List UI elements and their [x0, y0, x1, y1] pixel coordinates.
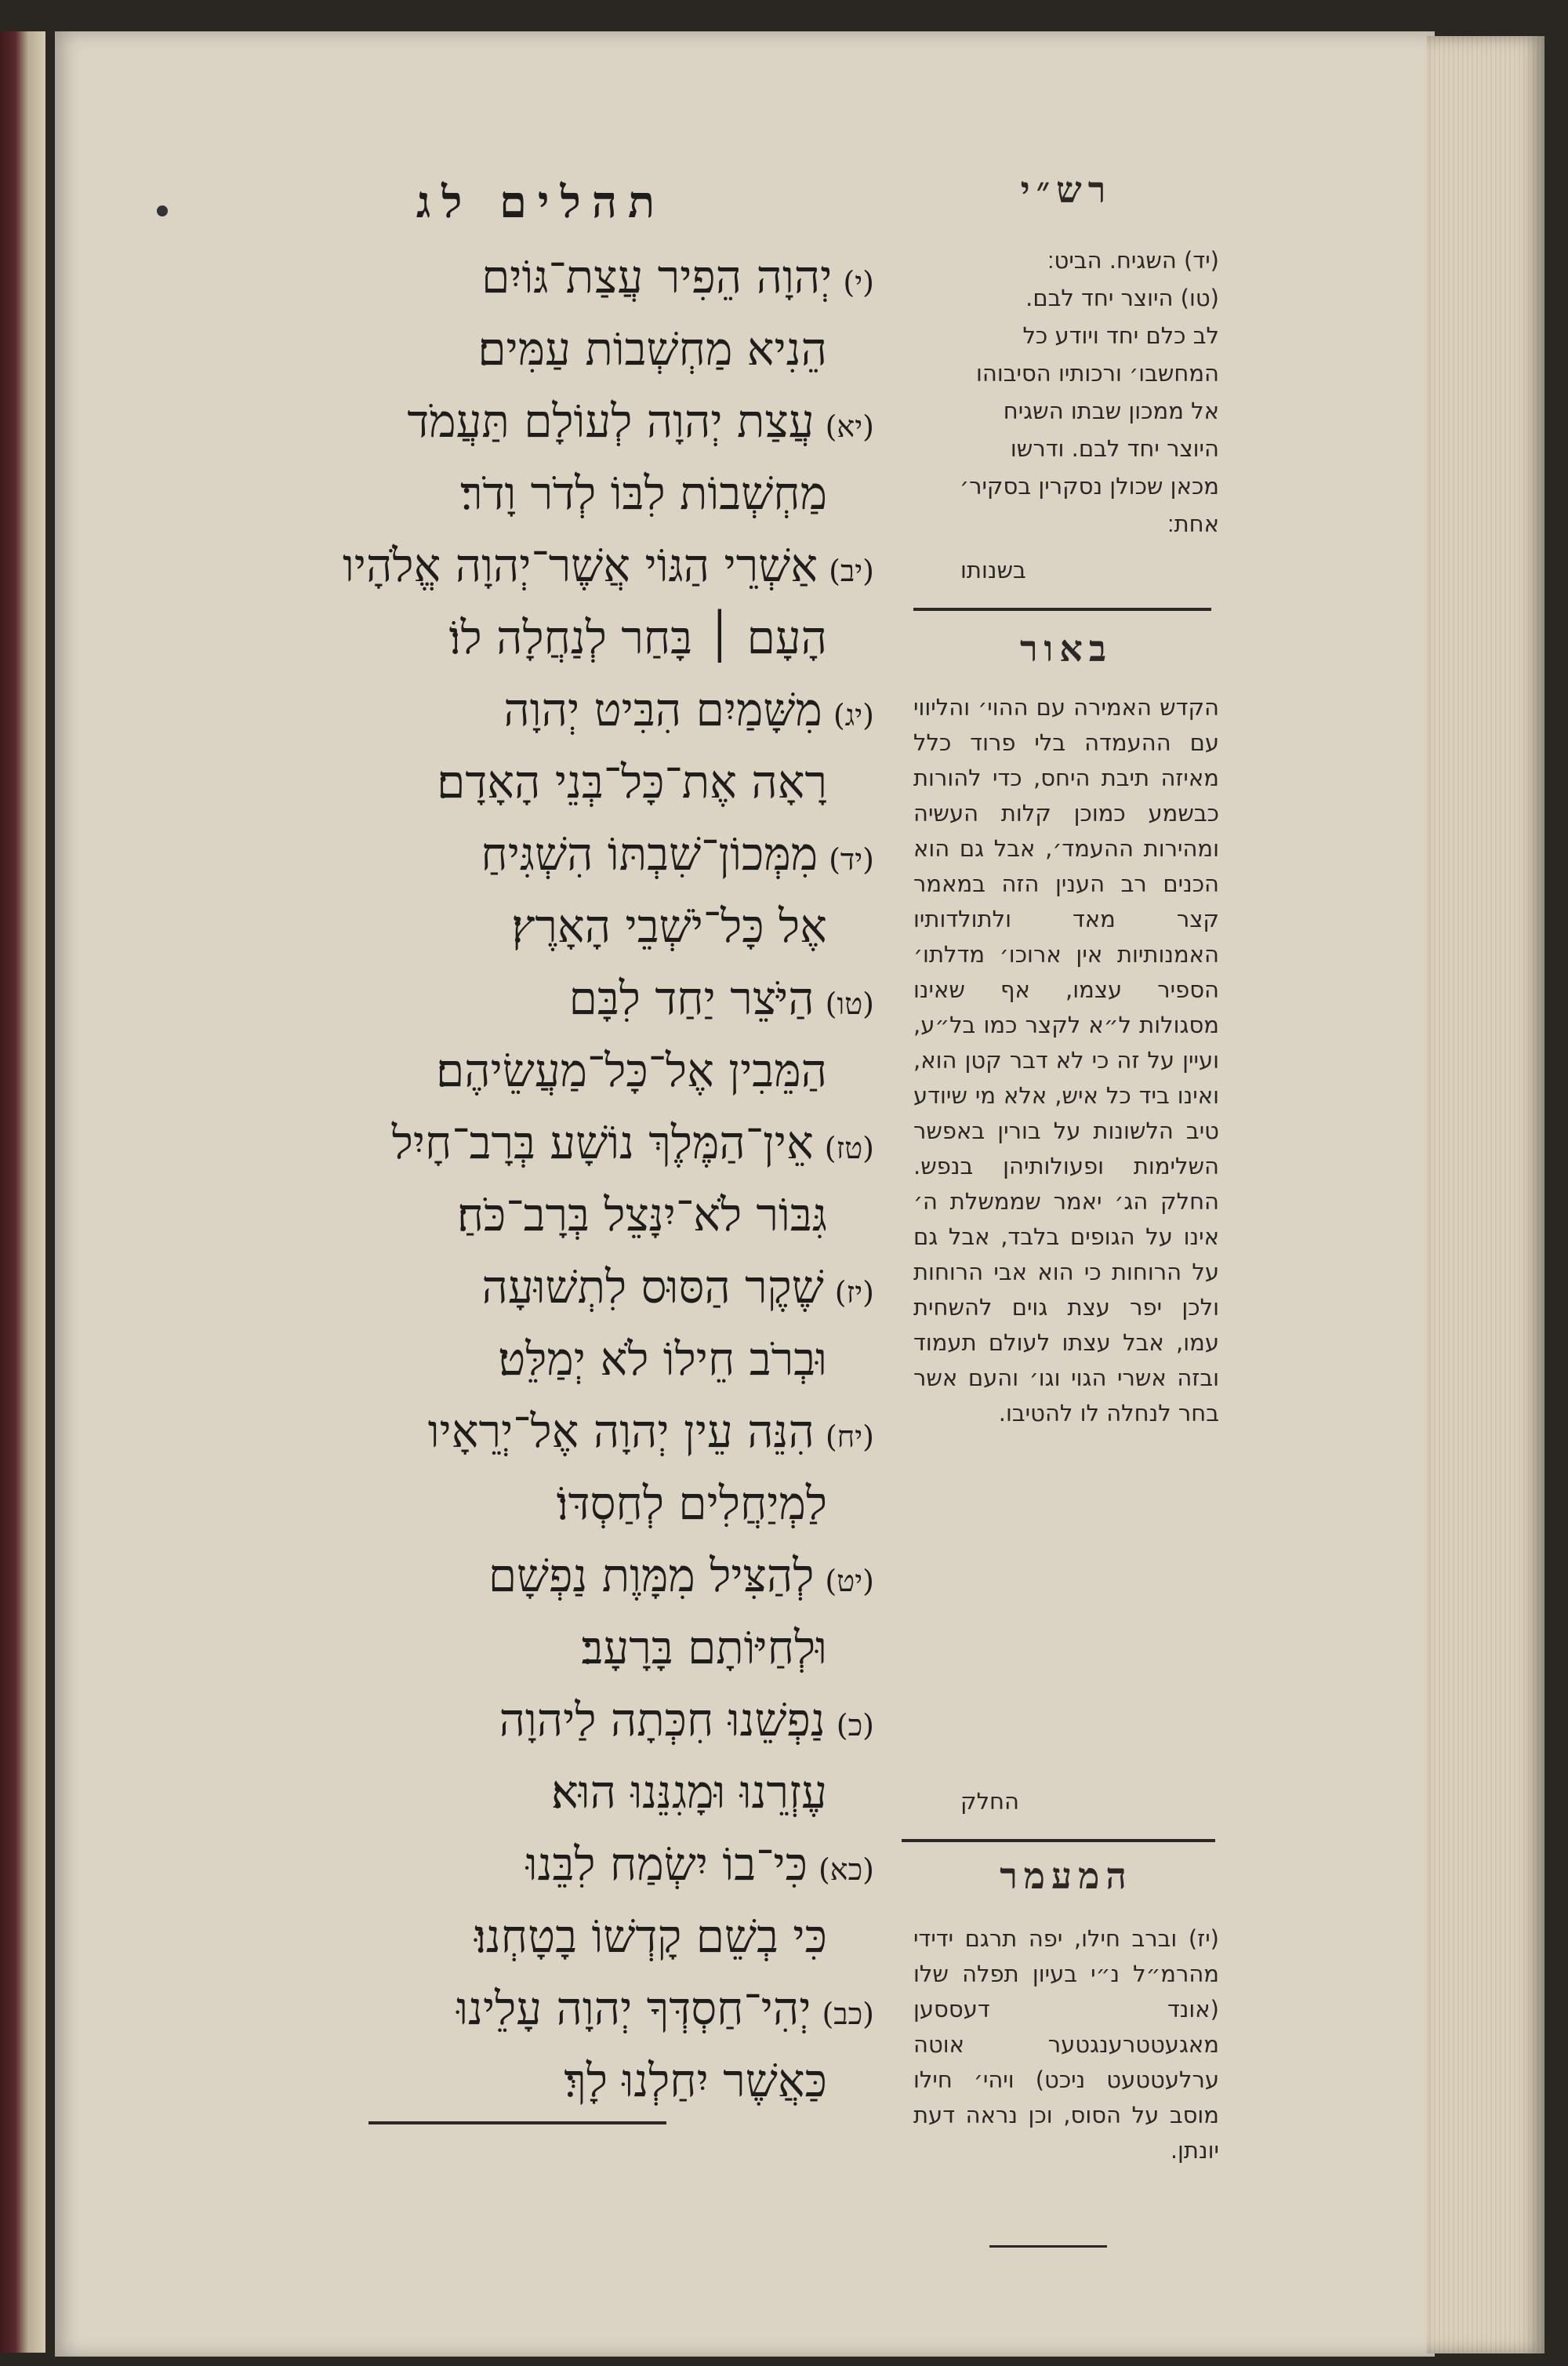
verse-line	[161, 672, 874, 747]
page-mark	[157, 205, 168, 216]
divider	[902, 1839, 1215, 1842]
rashi-line: (יד) השגיח. הביט׃	[1047, 247, 1219, 274]
verse-text: הַיֹּצֵר יַחַד לִבָּם	[568, 972, 815, 1025]
verse-number: (טז)	[824, 1131, 874, 1165]
verse-line	[161, 1466, 874, 1541]
verse-text: וּבְרֹב חֵילוֹ לֹא יְמַלֵּט׃	[498, 1332, 827, 1386]
verse-column	[161, 239, 874, 2113]
verse-line	[161, 1682, 874, 1757]
verse-text: אַשְׁרֵי הַגּוֹי אֲשֶׁר־יְהוָה אֱלֹהָיו	[342, 539, 818, 592]
rashi-line: המחשבו׳ ורכותיו הסיבוהו	[975, 360, 1219, 387]
end-rule	[368, 2121, 666, 2124]
verse-text: אֵין־הַמֶּלֶךְ נוֹשָׁע בְּרָב־חָיִל	[391, 1116, 814, 1169]
verse-text: יְהִי־חַסְדְּךָ יְהוָה עָלֵינוּ	[456, 1982, 811, 2035]
verse-line	[161, 1538, 874, 1613]
verse-text: נַפְשֵׁנוּ חִכְּתָה לַיהוָה	[499, 1693, 826, 1746]
verse-line	[161, 1610, 874, 1685]
verse-number: (יט)	[825, 1564, 874, 1598]
verse-line	[161, 2043, 874, 2118]
verse-text: עֲצַת יְהוָה לְעוֹלָם תַּעֲמֹד	[407, 394, 815, 448]
verse-number: (טו)	[825, 987, 874, 1021]
verse-line	[161, 1249, 874, 1325]
verse-text: יְהוָה הֵפִיר עֲצַת־גּוֹיִם	[481, 250, 833, 303]
biur-catchword: החלק	[960, 1788, 1019, 1815]
verse-line	[161, 1899, 874, 1974]
verse-text: לְהַצִּיל מִמָּוֶת נַפְשָׁם	[488, 1549, 815, 1602]
biur-title: באור	[1019, 627, 1113, 670]
rashi-line: היוצר יחד לבם. ודרשו	[1010, 435, 1219, 462]
hameamer-text: (יז) וברב חילו, יפה תרגם ידידי מהרמ״ל נ״י בעיון תפלה שלו (אונד דעססען מאגעטטרענגטער אוטה ערלעטטעט ניכט) ויהי׳ חילו מוסב על הסוס, וכן נראה דעת יונתן.	[913, 1925, 1219, 2164]
verse-text: עֶזְרֵנוּ וּמָגִנֵּנוּ הוּא׃	[551, 1765, 827, 1819]
hameamer-title: המעמר	[1000, 1855, 1133, 1897]
verse-line	[161, 456, 874, 531]
verse-line	[161, 961, 874, 1036]
biur-text: הקדש האמירה עם ההוי׳ והליווי עם ההעמדה בלי פרוד כלל מאיזה תיבת היחס, כדי להורות כבשמע כמוכן קלות העשיה ומהירות ההעמד׳, אבל גם הוא הכנים רב הענין הזה במאמר קצר מאד ולתולדותיו האמנותיות אין ארוכו׳ מדלתו׳ הספיר עצמו, אף שאינו מסגולות ל״א לקצר כמו בל״ע, ועיין על זה כי לא דבר קטן הוא, ואינו ביד כל איש, אלא מי שיודע טיב הלשונות על בורין באפשר השלימות ופעולותיהן בנפש. החלק הג׳ יאמר שממשלת ה׳ אינו על הגופים בלבד, אבל גם על הרוחות כי הוא אבי הרוחות ולכן יפר עצת גוים להשחית עמו, אבל עצתו לעולם תעמוד ובזה אשרי הגוי וגו׳ והעם אשר בחר לנחלה לו להטיבו.	[913, 694, 1219, 1427]
running-head: תהלים לג	[416, 176, 666, 228]
verse-text: הָעָם ׀ בָּחַר לְנַחֲלָה לוֹ׃	[448, 611, 827, 664]
rashi-line: (טו) היוצר יחד לבם.	[1025, 285, 1219, 311]
rashi-line: לב כלם יחד ויודע כל	[1022, 322, 1219, 349]
rashi-line: אל ממכון שבתו השגיח	[1003, 398, 1219, 424]
verse-text: הִנֵּה עֵין יְהוָה אֶל־יְרֵאָיו	[427, 1405, 815, 1458]
rashi-line: מכאן שכולן נסקרין בסקיר׳	[960, 473, 1219, 500]
verse-number: (יב)	[829, 554, 874, 588]
verse-text: כִּי־בוֹ יִשְׂמַח לִבֵּנוּ	[525, 1837, 808, 1891]
end-rule	[989, 2245, 1107, 2248]
page-stack-edge	[1427, 36, 1544, 2353]
verse-text: הַמֵּבִין אֶל־כָּל־מַעֲשֵׂיהֶם׃	[436, 1044, 827, 1097]
divider	[913, 608, 1211, 611]
verse-text: אֶל כָּל־יֹשְׁבֵי הָאָרֶץ׃	[511, 900, 827, 953]
verse-number: (י)	[843, 265, 874, 300]
verse-line	[161, 528, 874, 603]
verse-text: מִמְּכוֹן־שִׁבְתּוֹ הִשְׁגִּיחַ	[481, 827, 818, 881]
verse-line	[161, 1971, 874, 2046]
verse-line	[161, 239, 874, 314]
verse-number: (יח)	[825, 1419, 874, 1454]
verse-line	[161, 816, 874, 892]
verse-number: (כא)	[818, 1852, 874, 1887]
rashi-line: אחת׃	[1167, 511, 1219, 537]
verse-number: (יד)	[829, 842, 874, 877]
verse-line	[161, 1177, 874, 1252]
verse-number: (כ)	[836, 1708, 874, 1743]
verse-text: מַחְשְׁבוֹת לִבּוֹ לְדֹר וָדֹר׃	[460, 467, 827, 520]
verse-line	[161, 1754, 874, 1830]
verse-line	[161, 383, 874, 459]
verse-number: (יז)	[834, 1275, 874, 1310]
verse-number: (יא)	[825, 409, 874, 444]
verse-line	[161, 1033, 874, 1108]
verse-line	[161, 311, 874, 387]
verse-text: מִשָּׁמַיִם הִבִּיט יְהוָה	[503, 683, 822, 736]
verse-line	[161, 1394, 874, 1469]
verse-text: לַמְיַחֲלִים לְחַסְדּוֹ׃	[556, 1477, 827, 1530]
verse-text: שֶׁקֶר הַסּוּס לִתְשׁוּעָה	[481, 1260, 824, 1314]
commentary-column	[913, 169, 1219, 2164]
verse-line	[161, 1105, 874, 1180]
verse-line	[161, 889, 874, 964]
verse-text: כִּי בְשֵׁם קָדְשׁוֹ בָטָחְנוּ׃	[474, 1910, 827, 1963]
verse-text: גִּבּוֹר לֹא־יִנָּצֵל בְּרָב־כֹּחַ׃	[456, 1188, 827, 1241]
verse-line	[161, 600, 874, 675]
left-page-edge	[0, 31, 45, 2353]
verse-text: רָאָה אֶת־כָּל־בְּנֵי הָאָדָם׃	[437, 755, 827, 809]
verse-line	[161, 1826, 874, 1902]
verse-text: וּלְחַיּוֹתָם בָּרָעָב׃	[581, 1621, 827, 1674]
verse-number: (כב)	[822, 1997, 874, 2031]
verse-number: (יג)	[833, 698, 874, 732]
verse-line	[161, 744, 874, 820]
rashi-catchword: בשנותו	[960, 557, 1026, 583]
verse-line	[161, 1321, 874, 1397]
verse-text: כַּאֲשֶׁר יִחַלְנוּ לָךְ׃	[564, 2054, 827, 2107]
rashi-title: רש״י	[1020, 169, 1112, 211]
verse-text: הֵנִיא מַחְשְׁבוֹת עַמִּים׃	[477, 322, 827, 376]
